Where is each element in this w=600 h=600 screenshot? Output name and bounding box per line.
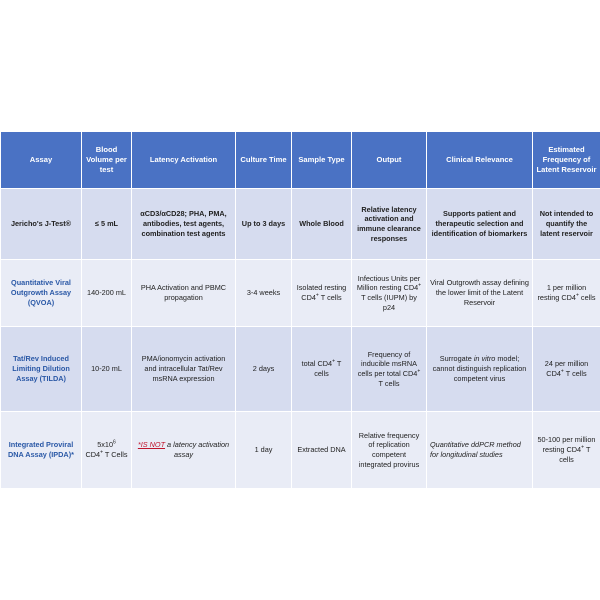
table-row-ipda xyxy=(1,412,600,489)
cell-output: Infectious Units per Million resting CD4+ T cells (IUPM) by p24 xyxy=(352,260,427,327)
cell-blood-volume: 140-200 mL xyxy=(82,260,132,327)
cell-latency-activation: PMA/ionomycin activation and intracellular Tat/Rev msRNA expression xyxy=(132,327,236,412)
header-output: Output xyxy=(352,132,427,189)
cell-frequency: 50-100 per million resting CD4+ T cells xyxy=(533,412,600,489)
cell-sample-type: Whole Blood xyxy=(292,189,352,260)
cell-clinical-relevance: Viral Outgrowth assay defining the lower limit of the Latent Reservoir xyxy=(427,260,533,327)
header-row xyxy=(1,132,600,189)
header-frequency: Estimated Frequency of Latent Reservoir xyxy=(533,132,600,189)
header-sample-type: Sample Type xyxy=(292,132,352,189)
cell-blood-volume: ≤ 5 mL xyxy=(82,189,132,260)
cell-assay: Tat/Rev Induced Limiting Dilution Assay (TILDA) xyxy=(1,327,82,412)
cell-assay: Integrated Proviral DNA Assay (IPDA)* xyxy=(1,412,82,489)
cell-frequency: Not intended to quantify the latent reservoir xyxy=(533,189,600,260)
header-culture-time: Culture Time xyxy=(236,132,292,189)
cell-latency-activation: *IS NOT a latency activation assay xyxy=(132,412,236,489)
cell-latency-activation: αCD3/αCD28; PHA, PMA, antibodies, test agents, combination test agents xyxy=(132,189,236,260)
cell-latency-activation: PHA Activation and PBMC propagation xyxy=(132,260,236,327)
table-row-qvoa xyxy=(1,260,600,327)
assay-comparison-table xyxy=(0,131,600,489)
table-row-jtest xyxy=(1,189,600,260)
cell-output: Relative latency activation and immune clearance responses xyxy=(352,189,427,260)
header-blood-volume: Blood Volume per test xyxy=(82,132,132,189)
cell-assay: Quantitative Viral Outgrowth Assay (QVOA) xyxy=(1,260,82,327)
cell-culture-time: 1 day xyxy=(236,412,292,489)
table-header xyxy=(1,132,600,189)
cell-clinical-relevance: Quantitative ddPCR method for longitudinal studies xyxy=(427,412,533,489)
header-assay: Assay xyxy=(1,132,82,189)
cell-output: Frequency of inducible msRNA cells per total CD4+ T cells xyxy=(352,327,427,412)
cell-sample-type: Isolated resting CD4+ T cells xyxy=(292,260,352,327)
cell-culture-time: 3-4 weeks xyxy=(236,260,292,327)
cell-sample-type: total CD4+ T cells xyxy=(292,327,352,412)
cell-blood-volume: $5x10^6$ CD4+ T Cells xyxy=(82,412,132,489)
cell-blood-volume: 10-20 mL xyxy=(82,327,132,412)
cell-culture-time: 2 days xyxy=(236,327,292,412)
cell-frequency: 24 per million CD4+ T cells xyxy=(533,327,600,412)
cell-frequency: 1 per million resting CD4+ cells xyxy=(533,260,600,327)
cell-sample-type: Extracted DNA xyxy=(292,412,352,489)
cell-assay: Jericho's J-Test® xyxy=(1,189,82,260)
cell-clinical-relevance: Surrogate in vitro model; cannot distinguish replication competent virus xyxy=(427,327,533,412)
assay-comparison-table-container xyxy=(0,131,600,467)
cell-culture-time: Up to 3 days xyxy=(236,189,292,260)
cell-clinical-relevance: Supports patient and therapeutic selection and identification of biomarkers xyxy=(427,189,533,260)
table-row-tilda xyxy=(1,327,600,412)
cell-output: Relative frequency of replication competent integrated provirus xyxy=(352,412,427,489)
header-clinical-relevance: Clinical Relevance xyxy=(427,132,533,189)
header-latency-activation: Latency Activation xyxy=(132,132,236,189)
